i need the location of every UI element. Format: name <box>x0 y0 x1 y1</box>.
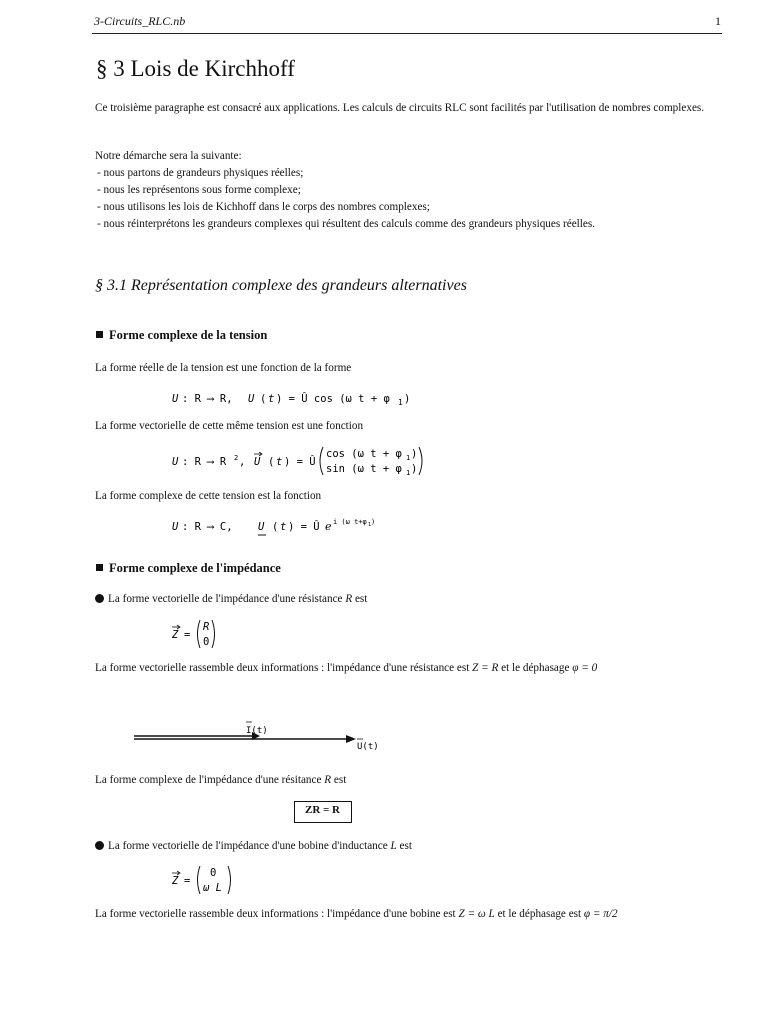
svg-text:0: 0 <box>203 636 210 648</box>
equation-vector-form <box>172 444 432 478</box>
coil-info-text: La forme vectorielle rassemble deux informations : l'impédance d'une bobine est <box>95 908 456 920</box>
approach-intro: Notre démarche sera la suivante: <box>95 150 242 162</box>
equation-resistance-vector <box>172 618 232 650</box>
subsection-title: § 3.1 Représentation complexe des grandeurs alternatives <box>95 277 467 294</box>
svg-text:U: U <box>254 456 261 468</box>
est-label: est <box>333 774 347 786</box>
svg-text:U: U <box>172 456 179 468</box>
svg-text:) = Û: ) = Û <box>284 456 316 468</box>
phase-zero: φ = 0 <box>572 662 598 674</box>
svg-text:i (ω t+φ: i (ω t+φ <box>333 518 367 526</box>
svg-text:U: U <box>172 521 179 533</box>
inductance-symbol: L <box>390 840 397 852</box>
square-bullet-icon <box>96 564 103 571</box>
impedance-heading <box>96 561 281 576</box>
svg-text:t: t <box>280 521 287 533</box>
svg-text:t: t <box>276 456 283 468</box>
step-item: - nous les représentons sous forme complexe; <box>97 184 301 196</box>
svg-text:=: = <box>184 629 191 641</box>
svg-text:1: 1 <box>398 398 403 407</box>
svg-text:: R ⟶ R: : R ⟶ R <box>182 456 227 468</box>
tension-heading-label: Forme complexe de la tension <box>109 328 268 342</box>
header-rule <box>92 33 722 34</box>
equation-complex-form <box>172 514 392 540</box>
svg-text:,: , <box>239 456 246 468</box>
current-label: I(t) <box>246 726 268 736</box>
resistance-info-text: La forme vectorielle rassemble deux informations : l'impédance d'une résistance est <box>95 662 470 674</box>
svg-text:1: 1 <box>406 469 411 477</box>
boxed-equation <box>294 801 352 823</box>
voltage-label: U(t) <box>357 742 379 752</box>
coil-phase-text: et le déphasage est <box>497 908 582 920</box>
header-page-number: 1 <box>715 14 721 28</box>
phase-text: et le déphasage <box>501 662 570 674</box>
svg-text:R: R <box>203 621 210 633</box>
svg-text:2: 2 <box>234 454 239 462</box>
resistance-info-line <box>95 662 597 674</box>
svg-text:): ) <box>371 518 376 526</box>
svg-text:) = Û cos (ω t + φ: ) = Û cos (ω t + φ <box>276 393 390 405</box>
svg-text:Z: Z <box>172 875 179 887</box>
coil-vector-line <box>95 840 412 852</box>
resistance-vector-line <box>95 593 367 605</box>
resistance-vector-text: La forme vectorielle de l'impédance d'une résistance <box>108 593 343 605</box>
svg-text:0: 0 <box>210 867 217 879</box>
voltage-arrow-head <box>346 735 356 743</box>
resistance-symbol: R <box>324 774 332 786</box>
step-item: - nous utilisons les lois de Kichhoff dans le corps des nombres complexes; <box>97 201 430 213</box>
est-label: est <box>399 840 412 852</box>
coil-vector-text: La forme vectorielle de l'impédance d'une bobine d'inductance <box>108 840 388 852</box>
svg-text:(: ( <box>260 393 267 405</box>
svg-text:U: U <box>172 393 179 405</box>
svg-text:: R ⟶ C,: : R ⟶ C, <box>182 521 233 533</box>
equation-real-form <box>172 388 432 408</box>
svg-text:t: t <box>268 393 275 405</box>
coil-info-line <box>95 908 618 920</box>
resistance-eq: Z = R <box>472 662 499 674</box>
svg-text:=: = <box>184 875 191 887</box>
round-bullet-icon <box>95 594 104 603</box>
resistance-symbol: R <box>345 593 353 605</box>
page-title: § 3 Lois de Kirchhoff <box>96 56 295 81</box>
vector-form-text: La forme vectorielle de cette même tension est une fonction <box>95 420 364 432</box>
svg-text:e: e <box>325 520 332 533</box>
svg-text:cos (ω t + φ: cos (ω t + φ <box>326 448 402 460</box>
impedance-heading-label: Forme complexe de l'impédance <box>109 561 281 575</box>
svg-text:U: U <box>258 521 265 533</box>
resistance-complex-line <box>95 774 346 786</box>
real-form-text: La forme réelle de la tension est une fonction de la forme <box>95 362 352 374</box>
round-bullet-icon <box>95 841 104 850</box>
header-filename: 3-Circuits_RLC.nb <box>94 14 186 28</box>
svg-text:1: 1 <box>368 522 372 528</box>
complex-form-text: La forme complexe de cette tension est la fonction <box>95 490 322 502</box>
svg-text:: R ⟶ R,: : R ⟶ R, <box>182 393 233 405</box>
phasor-diagram <box>130 718 390 758</box>
svg-text:(: ( <box>268 456 275 468</box>
svg-text:1: 1 <box>406 454 411 462</box>
svg-text:(: ( <box>272 521 279 533</box>
boxed-equation-text: ZR = R <box>305 804 340 816</box>
svg-text:U: U <box>248 393 255 405</box>
step-item: - nous partons de grandeurs physiques réelles; <box>97 167 304 179</box>
svg-text:Z: Z <box>172 629 179 641</box>
resistance-complex-text: La forme complexe de l'impédance d'une résitance <box>95 774 322 786</box>
intro-paragraph: Ce troisième paragraphe est consacré aux applications. Les calculs de circuits RLC sont facilités par l'utilisation de nombres complexes. <box>95 102 705 114</box>
svg-text:ω L: ω L <box>203 882 222 894</box>
est-label: est <box>354 593 368 605</box>
square-bullet-icon <box>96 331 103 338</box>
svg-text:): ) <box>404 393 411 405</box>
svg-text:): ) <box>411 448 418 460</box>
step-item: - nous réinterprétons les grandeurs complexes qui résultent des calculs comme des grandeurs physiques réelles. <box>97 218 596 230</box>
tension-heading <box>96 328 267 343</box>
svg-text:sin (ω t + φ: sin (ω t + φ <box>326 463 402 475</box>
equation-coil-vector <box>172 864 242 896</box>
svg-text:) = Û: ) = Û <box>288 521 320 533</box>
coil-eq: Z = ω L <box>458 908 495 920</box>
coil-phase: φ = π/2 <box>583 908 618 920</box>
svg-text:): ) <box>411 463 418 475</box>
